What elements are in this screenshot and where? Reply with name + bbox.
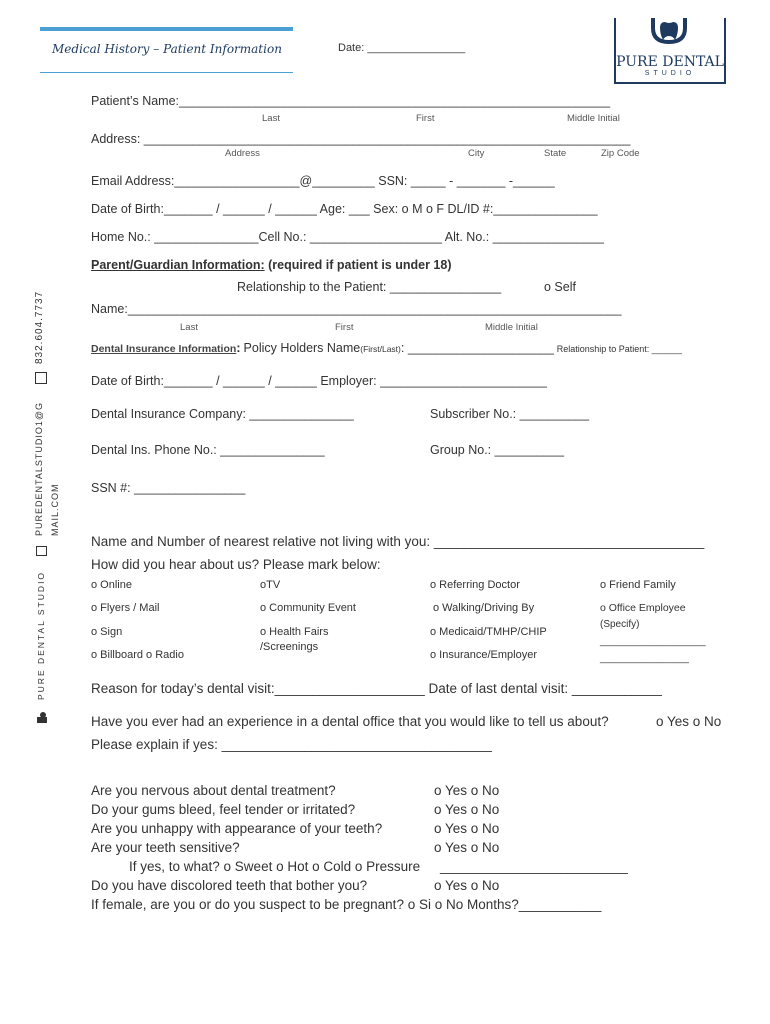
logo-name: PURE DENTAL (616, 54, 724, 70)
caption-middle: Middle Initial (567, 113, 620, 124)
dob-line[interactable]: Date of Birth:_______ / ______ / ______ Age: ___ Sex: o M o F DL/ID #:_______________ (91, 202, 598, 216)
email-icon (36, 546, 47, 556)
caption-state: State (544, 148, 567, 159)
option-medicaid[interactable]: o Medicaid/TMHP/CHIP (430, 626, 547, 638)
ssn-field[interactable]: SSN #: ________________ (91, 481, 246, 495)
question-7[interactable]: If female, are you or do you suspect to be pregnant? o Si o No Months?___________ (91, 897, 602, 912)
policy-holder-field[interactable]: : _____________________ (400, 341, 554, 355)
visit-reason-line[interactable]: Reason for today’s dental visit:____________________ Date of last dental visit: ____________ (91, 681, 662, 696)
logo-sub: STUDIO (644, 70, 696, 77)
guardian-heading (91, 258, 452, 272)
answer-2[interactable]: o Yes o No (434, 802, 500, 817)
option-online[interactable]: o Online (91, 579, 132, 591)
caption-address: Address (225, 148, 260, 159)
question-4: Are your teeth sensitive? (91, 840, 240, 855)
sidebar-email-2: MAIL.COM (50, 483, 60, 536)
option-sign[interactable]: o Sign (91, 626, 123, 638)
phone-icon (35, 372, 47, 384)
option-billboard-radio[interactable]: o Billboard o Radio (91, 649, 184, 661)
insurance-heading: Dental Insurance Information (91, 343, 237, 355)
health-fairs-cont: /Screenings (260, 641, 319, 653)
header-accent-bar (40, 27, 293, 31)
relationship-field[interactable]: Relationship to the Patient: ________________ (237, 280, 502, 294)
subscriber-field[interactable]: Subscriber No.: __________ (430, 407, 590, 421)
answer-6[interactable]: o Yes o No (434, 878, 500, 893)
group-field[interactable]: Group No.: __________ (430, 443, 565, 457)
patient-name-field[interactable]: Patient’s Name:______________________________________________________________ (91, 94, 611, 108)
insurance-dob-line[interactable]: Date of Birth:_______ / ______ / ______ Employer: ________________________ (91, 374, 547, 388)
policy-holder-small: (First/Last) (360, 344, 401, 354)
option-community-event[interactable]: o Community Event (260, 602, 356, 614)
relative-field[interactable]: Name and Number of nearest relative not living with you: ____________________________________ (91, 534, 705, 549)
specify-field-1[interactable]: ___________________ (600, 636, 706, 647)
guardian-heading-note: (required if patient is under 18) (268, 258, 452, 272)
phones-line[interactable]: Home No.: _______________Cell No.: ___________________ Alt. No.: ________________ (91, 230, 604, 244)
question-2: Do your gums bleed, feel tender or irritated? (91, 802, 356, 817)
option-tv[interactable]: oTV (260, 579, 281, 591)
option-health-fairs[interactable]: o Health Fairs (260, 626, 329, 638)
caption-last: Last (262, 113, 280, 124)
self-checkbox[interactable]: o Self (544, 280, 576, 294)
answer-4[interactable]: o Yes o No (434, 840, 500, 855)
answer-3[interactable]: o Yes o No (434, 821, 500, 836)
specify-field-2[interactable]: ________________ (600, 653, 689, 664)
caption-g-middle: Middle Initial (485, 322, 538, 333)
insurance-company-field[interactable]: Dental Insurance Company: _______________ (91, 407, 354, 421)
question-5[interactable]: If yes, to what? o Sweet o Hot o Cold o Pressure (129, 859, 421, 874)
option-walking[interactable]: o Walking/Driving By (433, 602, 535, 614)
experience-question: Have you ever had an experience in a dental office that you would like to tell us about? (91, 714, 609, 729)
sidebar-phone: 832.604.7737 (34, 290, 45, 364)
sidebar-studio: PURE DENTAL STUDIO (36, 570, 46, 700)
date-field[interactable]: Date: ________________ (338, 42, 466, 54)
caption-city: City (468, 148, 485, 159)
option-friend-family[interactable]: o Friend Family (600, 579, 676, 591)
tooth-logo-icon (649, 18, 689, 50)
question-1: Are you nervous about dental treatment? (91, 783, 336, 798)
location-icon (36, 712, 48, 724)
caption-g-last: Last (180, 322, 198, 333)
caption-first: First (416, 113, 435, 124)
policy-relationship-field[interactable]: Relationship to Patient: ______ (556, 344, 682, 354)
answer-5[interactable]: _________________________ (440, 859, 628, 874)
explain-field[interactable]: Please explain if yes: ____________________________________ (91, 737, 492, 752)
address-field[interactable]: Address: ______________________________________________________________________ (91, 132, 631, 146)
option-referring-doctor[interactable]: o Referring Doctor (430, 579, 520, 591)
experience-yes-no[interactable]: o Yes o No (656, 714, 722, 729)
question-6: Do you have discolored teeth that bother you? (91, 878, 368, 893)
insurance-colon: : (236, 340, 241, 355)
option-office-employee[interactable]: o Office Employee (600, 602, 686, 614)
form-title: Medical History – Patient Information (52, 42, 282, 56)
caption-zip: Zip Code (601, 148, 640, 159)
guardian-heading-text: Parent/Guardian Information: (91, 258, 265, 272)
option-insurance-employer[interactable]: o Insurance/Employer (430, 649, 537, 661)
email-ssn-line[interactable]: Email Address:__________________@_________ SSN: _____ - _______ -______ (91, 174, 555, 188)
sidebar-email-1: PUREDENTALSTUDIO1@G (34, 402, 44, 536)
logo (614, 18, 726, 84)
question-3: Are you unhappy with appearance of your teeth? (91, 821, 383, 836)
guardian-name-field[interactable]: Name:_______________________________________________________________________ (91, 302, 622, 316)
answer-1[interactable]: o Yes o No (434, 783, 500, 798)
option-flyers[interactable]: o Flyers / Mail (91, 602, 160, 614)
caption-g-first: First (335, 322, 354, 333)
specify-label: (Specify) (600, 619, 640, 630)
insurance-phone-field[interactable]: Dental Ins. Phone No.: _______________ (91, 443, 325, 457)
policy-holder-label: Policy Holders Name (243, 341, 361, 355)
insurance-heading-line (91, 340, 682, 355)
header-underline (40, 72, 293, 73)
how-heard-label: How did you hear about us? Please mark below: (91, 557, 381, 572)
